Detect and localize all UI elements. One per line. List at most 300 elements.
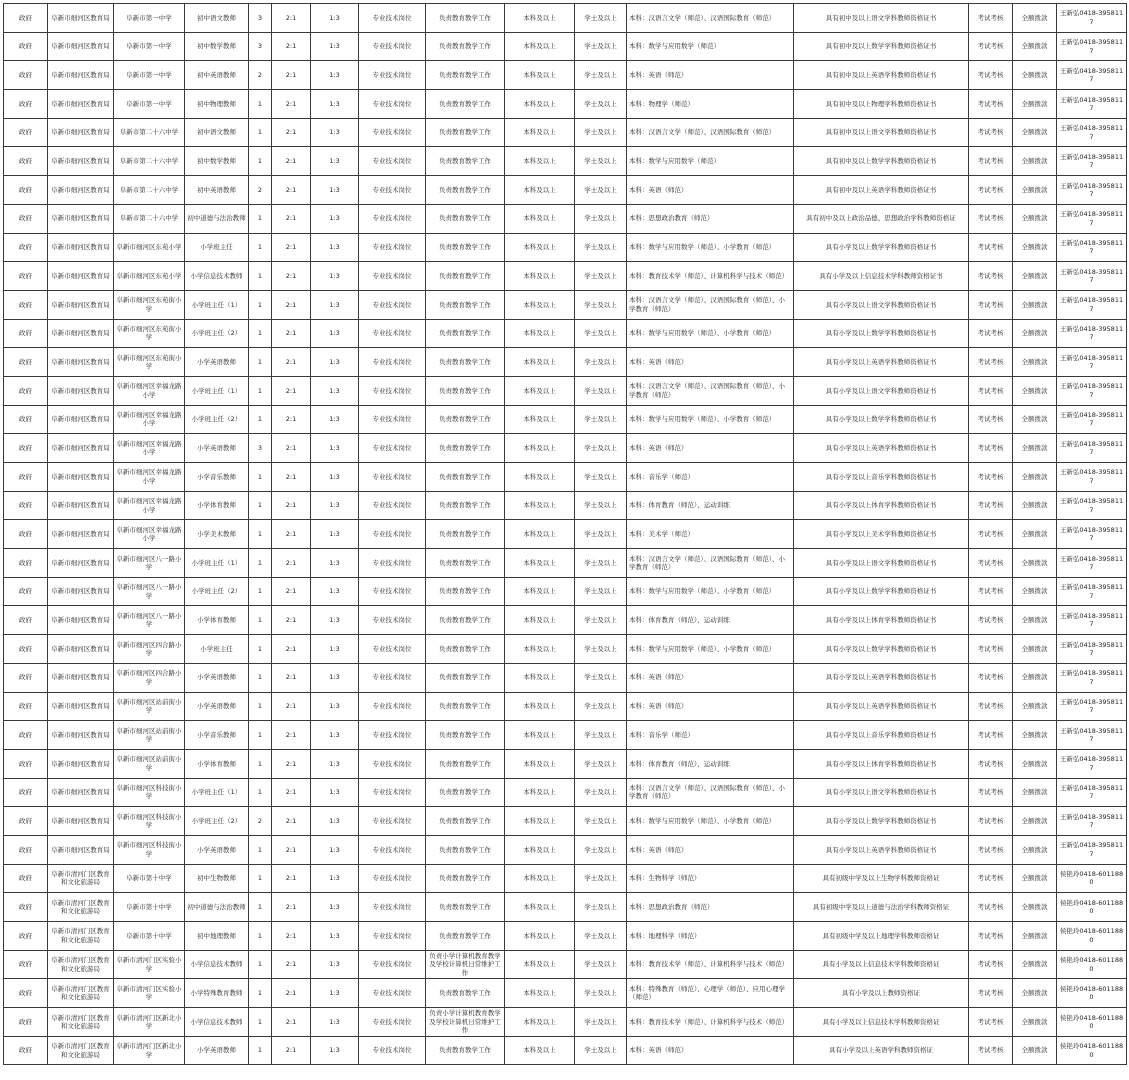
cell-assessment: 考试考核 [969, 778, 1013, 807]
cell-department: 阜新市清河门区教育和文化旅游局 [48, 979, 114, 1008]
cell-position: 小学体育教师 [185, 491, 249, 520]
cell-category: 政府 [4, 950, 48, 979]
cell-department: 阜新市细河区教育局 [48, 147, 114, 176]
cell-employer: 阜新市细河区站前街小学 [114, 721, 185, 750]
cell-major: 本科：数学与应用数学（师范）、小学教育（师范） [627, 233, 794, 262]
cell-exam-ratio: 1:3 [311, 405, 359, 434]
table-row [4, 233, 1127, 262]
cell-contact: 王新弘0418-3958117 [1057, 520, 1127, 549]
cell-requirements: 具有小学及以上英语学科教师资格证书 [794, 692, 969, 721]
table-row [4, 32, 1127, 61]
cell-category: 政府 [4, 721, 48, 750]
cell-requirements: 具有小学及以上语文学科教师资格证书 [794, 778, 969, 807]
cell-degree: 学士及以上 [575, 319, 627, 348]
cell-requirements: 具有小学及以上语文学科教师资格证书 [794, 376, 969, 405]
cell-funding: 全额拨款 [1013, 864, 1057, 893]
cell-contact: 王新弘0418-3958117 [1057, 606, 1127, 635]
cell-funding: 全额拨款 [1013, 749, 1057, 778]
cell-interview-ratio: 2:1 [272, 319, 311, 348]
cell-category: 政府 [4, 32, 48, 61]
cell-duties: 负责教育教学工作 [426, 979, 505, 1008]
cell-major: 本科：数学与应用数学（师范）、小学教育（师范） [627, 807, 794, 836]
cell-duties: 负责教育教学工作 [426, 147, 505, 176]
cell-degree: 学士及以上 [575, 606, 627, 635]
cell-assessment: 考试考核 [969, 405, 1013, 434]
cell-requirements: 具有小学及以上数学学科教师资格证书 [794, 319, 969, 348]
cell-assessment: 考试考核 [969, 577, 1013, 606]
cell-interview-ratio: 2:1 [272, 577, 311, 606]
cell-contact: 侯艳玲0418-6011880 [1057, 922, 1127, 951]
cell-major: 本科：体育教育（师范）、运动训练 [627, 749, 794, 778]
cell-department: 阜新市细河区教育局 [48, 577, 114, 606]
cell-department: 阜新市细河区教育局 [48, 635, 114, 664]
table-row [4, 835, 1127, 864]
cell-education: 本科及以上 [505, 90, 575, 119]
cell-contact: 王新弘0418-3958117 [1057, 577, 1127, 606]
cell-education: 本科及以上 [505, 118, 575, 147]
table-row [4, 61, 1127, 90]
cell-department: 阜新市清河门区教育和文化旅游局 [48, 922, 114, 951]
cell-post-type: 专业技术岗位 [359, 979, 426, 1008]
cell-contact: 王新弘0418-3958117 [1057, 663, 1127, 692]
cell-position: 小学班主任（2） [185, 577, 249, 606]
cell-employer: 阜新市第十中学 [114, 893, 185, 922]
cell-education: 本科及以上 [505, 204, 575, 233]
cell-requirements: 具有小学及以上音乐学科教师资格证书 [794, 721, 969, 750]
cell-education: 本科及以上 [505, 778, 575, 807]
cell-requirements: 具有初级中学及以上地理学科教师资格证 [794, 922, 969, 951]
cell-post-type: 专业技术岗位 [359, 1008, 426, 1037]
cell-contact: 王新弘0418-3958117 [1057, 348, 1127, 377]
cell-category: 政府 [4, 807, 48, 836]
cell-requirements: 具有小学及以上音乐学科教师资格证书 [794, 463, 969, 492]
cell-exam-ratio: 1:3 [311, 950, 359, 979]
cell-assessment: 考试考核 [969, 61, 1013, 90]
table-row [4, 606, 1127, 635]
cell-requirements: 具有小学及以上信息技术学科教师资格证 [794, 1008, 969, 1037]
cell-exam-ratio: 1:3 [311, 348, 359, 377]
cell-count: 1 [249, 405, 272, 434]
cell-degree: 学士及以上 [575, 922, 627, 951]
cell-assessment: 考试考核 [969, 635, 1013, 664]
cell-requirements: 具有小学及以上美术学科教师资格证书 [794, 520, 969, 549]
cell-count: 1 [249, 204, 272, 233]
cell-assessment: 考试考核 [969, 434, 1013, 463]
cell-degree: 学士及以上 [575, 1008, 627, 1037]
cell-assessment: 考试考核 [969, 922, 1013, 951]
cell-assessment: 考试考核 [969, 147, 1013, 176]
cell-category: 政府 [4, 405, 48, 434]
table-row [4, 749, 1127, 778]
cell-category: 政府 [4, 549, 48, 578]
cell-education: 本科及以上 [505, 577, 575, 606]
cell-post-type: 专业技术岗位 [359, 635, 426, 664]
cell-count: 1 [249, 864, 272, 893]
cell-major: 本科：英语（师范） [627, 176, 794, 205]
cell-post-type: 专业技术岗位 [359, 778, 426, 807]
cell-employer: 阜新市细河区东苑街小学 [114, 348, 185, 377]
cell-count: 3 [249, 4, 272, 33]
cell-category: 政府 [4, 692, 48, 721]
cell-interview-ratio: 2:1 [272, 893, 311, 922]
cell-category: 政府 [4, 864, 48, 893]
cell-degree: 学士及以上 [575, 1036, 627, 1065]
cell-major: 本科：数学与应用数学（师范） [627, 32, 794, 61]
cell-requirements: 具有小学及以上英语学科教师资格证 [794, 1036, 969, 1065]
cell-position: 小学体育教师 [185, 749, 249, 778]
cell-department: 阜新市细河区教育局 [48, 405, 114, 434]
cell-funding: 全额拨款 [1013, 520, 1057, 549]
cell-count: 1 [249, 663, 272, 692]
cell-post-type: 专业技术岗位 [359, 491, 426, 520]
cell-post-type: 专业技术岗位 [359, 262, 426, 291]
cell-duties: 负责教育教学工作 [426, 348, 505, 377]
cell-duties: 负责教育教学工作 [426, 90, 505, 119]
recruitment-table [3, 3, 1127, 1065]
cell-interview-ratio: 2:1 [272, 176, 311, 205]
cell-employer: 阜新市细河区站前街小学 [114, 749, 185, 778]
cell-assessment: 考试考核 [969, 32, 1013, 61]
cell-interview-ratio: 2:1 [272, 635, 311, 664]
cell-funding: 全额拨款 [1013, 204, 1057, 233]
cell-major: 本科：教育技术学（师范）、计算机科学与技术（师范） [627, 950, 794, 979]
cell-position: 小学英语教师 [185, 835, 249, 864]
cell-degree: 学士及以上 [575, 233, 627, 262]
cell-exam-ratio: 1:3 [311, 692, 359, 721]
cell-duties: 负责教育教学工作 [426, 1036, 505, 1065]
cell-degree: 学士及以上 [575, 577, 627, 606]
cell-education: 本科及以上 [505, 4, 575, 33]
cell-employer: 阜新市细河区幸福龙路小学 [114, 520, 185, 549]
cell-post-type: 专业技术岗位 [359, 376, 426, 405]
cell-funding: 全额拨款 [1013, 577, 1057, 606]
cell-count: 1 [249, 635, 272, 664]
cell-department: 阜新市细河区教育局 [48, 319, 114, 348]
cell-major: 本科：教育技术学（师范）、计算机科学与技术（师范） [627, 1008, 794, 1037]
cell-post-type: 专业技术岗位 [359, 606, 426, 635]
cell-position: 小学英语教师 [185, 692, 249, 721]
cell-post-type: 专业技术岗位 [359, 721, 426, 750]
cell-major: 本科：数学与应用数学（师范） [627, 147, 794, 176]
cell-degree: 学士及以上 [575, 262, 627, 291]
cell-major: 本科：教育技术学（师范）、计算机科学与技术（师范） [627, 262, 794, 291]
cell-exam-ratio: 1:3 [311, 1008, 359, 1037]
cell-category: 政府 [4, 204, 48, 233]
cell-duties: 负责教育教学工作 [426, 635, 505, 664]
cell-employer: 阜新市清河门区实验小学 [114, 979, 185, 1008]
table-row [4, 1036, 1127, 1065]
cell-duties: 负责教育教学工作 [426, 692, 505, 721]
cell-exam-ratio: 1:3 [311, 635, 359, 664]
cell-requirements: 具有小学及以上英语学科教师资格证书 [794, 835, 969, 864]
cell-employer: 阜新市第十中学 [114, 922, 185, 951]
cell-assessment: 考试考核 [969, 233, 1013, 262]
cell-funding: 全额拨款 [1013, 950, 1057, 979]
cell-position: 初中英语教师 [185, 176, 249, 205]
cell-assessment: 考试考核 [969, 262, 1013, 291]
table-body [4, 4, 1127, 1065]
cell-education: 本科及以上 [505, 376, 575, 405]
cell-major: 本科：音乐学（师范） [627, 721, 794, 750]
cell-post-type: 专业技术岗位 [359, 663, 426, 692]
cell-duties: 负责教育教学工作 [426, 835, 505, 864]
cell-degree: 学士及以上 [575, 463, 627, 492]
cell-contact: 侯艳玲0418-6011880 [1057, 1008, 1127, 1037]
cell-degree: 学士及以上 [575, 204, 627, 233]
cell-employer: 阜新市细河区站前街小学 [114, 692, 185, 721]
cell-duties: 负责教育教学工作 [426, 864, 505, 893]
cell-major: 本科：汉语言文学（师范）、汉语国际教育（师范）、小学教育（师范） [627, 778, 794, 807]
cell-funding: 全额拨款 [1013, 147, 1057, 176]
cell-employer: 阜新市细河区科技街小学 [114, 778, 185, 807]
cell-department: 阜新市细河区教育局 [48, 176, 114, 205]
cell-assessment: 考试考核 [969, 290, 1013, 319]
cell-exam-ratio: 1:3 [311, 290, 359, 319]
cell-position: 小学英语教师 [185, 348, 249, 377]
table-row [4, 692, 1127, 721]
cell-assessment: 考试考核 [969, 319, 1013, 348]
cell-education: 本科及以上 [505, 434, 575, 463]
cell-category: 政府 [4, 749, 48, 778]
cell-education: 本科及以上 [505, 1008, 575, 1037]
cell-education: 本科及以上 [505, 348, 575, 377]
cell-interview-ratio: 2:1 [272, 1008, 311, 1037]
cell-contact: 王新弘0418-3958117 [1057, 204, 1127, 233]
cell-count: 1 [249, 835, 272, 864]
cell-education: 本科及以上 [505, 176, 575, 205]
cell-employer: 阜新市细河区幸福龙路小学 [114, 463, 185, 492]
cell-education: 本科及以上 [505, 692, 575, 721]
cell-category: 政府 [4, 61, 48, 90]
cell-requirements: 具有小学及以上数学学科教师资格证书 [794, 233, 969, 262]
cell-education: 本科及以上 [505, 319, 575, 348]
cell-interview-ratio: 2:1 [272, 1036, 311, 1065]
cell-interview-ratio: 2:1 [272, 520, 311, 549]
table-row [4, 549, 1127, 578]
cell-count: 1 [249, 147, 272, 176]
cell-employer: 阜新市第二十六中学 [114, 118, 185, 147]
cell-position: 初中数学教师 [185, 32, 249, 61]
cell-funding: 全额拨款 [1013, 233, 1057, 262]
cell-exam-ratio: 1:3 [311, 663, 359, 692]
cell-count: 1 [249, 463, 272, 492]
cell-degree: 学士及以上 [575, 692, 627, 721]
cell-contact: 王新弘0418-3958117 [1057, 491, 1127, 520]
cell-category: 政府 [4, 319, 48, 348]
cell-interview-ratio: 2:1 [272, 262, 311, 291]
cell-position: 初中道德与法治教师 [185, 204, 249, 233]
cell-post-type: 专业技术岗位 [359, 749, 426, 778]
cell-interview-ratio: 2:1 [272, 376, 311, 405]
cell-requirements: 具有小学及以上英语学科教师资格证书 [794, 663, 969, 692]
cell-funding: 全额拨款 [1013, 463, 1057, 492]
cell-count: 1 [249, 749, 272, 778]
cell-assessment: 考试考核 [969, 835, 1013, 864]
cell-duties: 负责教育教学工作 [426, 778, 505, 807]
cell-contact: 王新弘0418-3958117 [1057, 233, 1127, 262]
cell-assessment: 考试考核 [969, 90, 1013, 119]
cell-education: 本科及以上 [505, 979, 575, 1008]
cell-assessment: 考试考核 [969, 749, 1013, 778]
cell-employer: 阜新市细河区科技街小学 [114, 807, 185, 836]
table-row [4, 176, 1127, 205]
cell-department: 阜新市细河区教育局 [48, 663, 114, 692]
cell-department: 阜新市细河区教育局 [48, 606, 114, 635]
cell-funding: 全额拨款 [1013, 1036, 1057, 1065]
cell-post-type: 专业技术岗位 [359, 807, 426, 836]
cell-requirements: 具有小学及以上数学学科教师资格证书 [794, 405, 969, 434]
cell-employer: 阜新市细河区科技街小学 [114, 835, 185, 864]
cell-count: 1 [249, 721, 272, 750]
cell-duties: 负责教育教学工作 [426, 376, 505, 405]
cell-department: 阜新市细河区教育局 [48, 692, 114, 721]
cell-duties: 负责教育教学工作 [426, 262, 505, 291]
cell-major: 本科：英语（师范） [627, 348, 794, 377]
cell-assessment: 考试考核 [969, 893, 1013, 922]
cell-exam-ratio: 1:3 [311, 491, 359, 520]
cell-exam-ratio: 1:3 [311, 118, 359, 147]
cell-interview-ratio: 2:1 [272, 4, 311, 33]
cell-position: 小学班主任（1） [185, 376, 249, 405]
cell-employer: 阜新市细河区八一路小学 [114, 549, 185, 578]
cell-exam-ratio: 1:3 [311, 32, 359, 61]
cell-requirements: 具有初级中学及以上道德与法治学科教师资格证 [794, 893, 969, 922]
cell-education: 本科及以上 [505, 721, 575, 750]
cell-funding: 全额拨款 [1013, 405, 1057, 434]
cell-education: 本科及以上 [505, 922, 575, 951]
cell-department: 阜新市细河区教育局 [48, 721, 114, 750]
cell-exam-ratio: 1:3 [311, 1036, 359, 1065]
cell-assessment: 考试考核 [969, 520, 1013, 549]
cell-employer: 阜新市细河区幸福龙路小学 [114, 434, 185, 463]
cell-interview-ratio: 2:1 [272, 90, 311, 119]
cell-contact: 王新弘0418-3958117 [1057, 463, 1127, 492]
cell-degree: 学士及以上 [575, 979, 627, 1008]
table-row [4, 491, 1127, 520]
cell-contact: 王新弘0418-3958117 [1057, 549, 1127, 578]
cell-position: 小学班主任（2） [185, 319, 249, 348]
cell-employer: 阜新市细河区四合路小学 [114, 635, 185, 664]
cell-funding: 全额拨款 [1013, 61, 1057, 90]
cell-count: 2 [249, 807, 272, 836]
cell-funding: 全额拨款 [1013, 721, 1057, 750]
cell-major: 本科：体育教育（师范）、运动训练 [627, 606, 794, 635]
cell-post-type: 专业技术岗位 [359, 233, 426, 262]
cell-requirements: 具有初中及以上英语学科教师资格证书 [794, 61, 969, 90]
cell-interview-ratio: 2:1 [272, 491, 311, 520]
cell-category: 政府 [4, 893, 48, 922]
cell-post-type: 专业技术岗位 [359, 204, 426, 233]
cell-count: 1 [249, 922, 272, 951]
cell-category: 政府 [4, 778, 48, 807]
cell-education: 本科及以上 [505, 463, 575, 492]
cell-count: 1 [249, 520, 272, 549]
cell-department: 阜新市细河区教育局 [48, 463, 114, 492]
cell-major: 本科：英语（师范） [627, 835, 794, 864]
cell-post-type: 专业技术岗位 [359, 922, 426, 951]
table-row [4, 922, 1127, 951]
cell-requirements: 具有小学及以上数学学科教师资格证书 [794, 635, 969, 664]
cell-assessment: 考试考核 [969, 606, 1013, 635]
cell-employer: 阜新市第二十六中学 [114, 176, 185, 205]
cell-funding: 全额拨款 [1013, 434, 1057, 463]
cell-interview-ratio: 2:1 [272, 147, 311, 176]
cell-position: 初中生物教师 [185, 864, 249, 893]
cell-category: 政府 [4, 90, 48, 119]
cell-contact: 王新弘0418-3958117 [1057, 147, 1127, 176]
cell-interview-ratio: 2:1 [272, 807, 311, 836]
cell-duties: 负责教育教学工作 [426, 721, 505, 750]
cell-department: 阜新市细河区教育局 [48, 520, 114, 549]
cell-requirements: 具有小学及以上语文学科教师资格证书 [794, 290, 969, 319]
cell-education: 本科及以上 [505, 32, 575, 61]
cell-requirements: 具有初中及以上数学学科教师资格证书 [794, 32, 969, 61]
cell-contact: 王新弘0418-3958117 [1057, 778, 1127, 807]
cell-department: 阜新市细河区教育局 [48, 348, 114, 377]
cell-interview-ratio: 2:1 [272, 950, 311, 979]
cell-education: 本科及以上 [505, 290, 575, 319]
cell-post-type: 专业技术岗位 [359, 90, 426, 119]
cell-funding: 全额拨款 [1013, 1008, 1057, 1037]
cell-major: 本科：体育教育（师范）、运动训练 [627, 491, 794, 520]
cell-department: 阜新市细河区教育局 [48, 749, 114, 778]
cell-major: 本科：汉语言文学（师范）、汉语国际教育（师范）、小学教育（师范） [627, 376, 794, 405]
cell-position: 小学英语教师 [185, 663, 249, 692]
cell-degree: 学士及以上 [575, 864, 627, 893]
cell-interview-ratio: 2:1 [272, 348, 311, 377]
cell-post-type: 专业技术岗位 [359, 463, 426, 492]
cell-degree: 学士及以上 [575, 721, 627, 750]
cell-department: 阜新市细河区教育局 [48, 376, 114, 405]
cell-category: 政府 [4, 491, 48, 520]
cell-assessment: 考试考核 [969, 463, 1013, 492]
cell-category: 政府 [4, 376, 48, 405]
cell-requirements: 具有小学及以上英语学科教师资格证书 [794, 348, 969, 377]
cell-education: 本科及以上 [505, 520, 575, 549]
cell-requirements: 具有初中及以上英语学科教师资格证书 [794, 176, 969, 205]
cell-position: 小学班主任（1） [185, 549, 249, 578]
table-row [4, 663, 1127, 692]
cell-assessment: 考试考核 [969, 376, 1013, 405]
cell-employer: 阜新市细河区八一路小学 [114, 606, 185, 635]
cell-exam-ratio: 1:3 [311, 233, 359, 262]
cell-department: 阜新市细河区教育局 [48, 778, 114, 807]
cell-funding: 全额拨款 [1013, 4, 1057, 33]
cell-requirements: 具有小学及以上语文学科教师资格证书 [794, 549, 969, 578]
cell-position: 小学英语教师 [185, 1036, 249, 1065]
cell-major: 本科：音乐学（师范） [627, 463, 794, 492]
cell-employer: 阜新市第一中学 [114, 4, 185, 33]
table-row [4, 147, 1127, 176]
cell-contact: 王新弘0418-3958117 [1057, 319, 1127, 348]
cell-count: 1 [249, 692, 272, 721]
cell-degree: 学士及以上 [575, 118, 627, 147]
cell-interview-ratio: 2:1 [272, 979, 311, 1008]
cell-category: 政府 [4, 262, 48, 291]
cell-department: 阜新市清河门区教育和文化旅游局 [48, 864, 114, 893]
cell-requirements: 具有初中及以上物理学科教师资格证书 [794, 90, 969, 119]
cell-count: 1 [249, 118, 272, 147]
cell-duties: 负责教育教学工作 [426, 4, 505, 33]
cell-education: 本科及以上 [505, 147, 575, 176]
table-row [4, 778, 1127, 807]
cell-major: 本科：思想政治教育（师范） [627, 204, 794, 233]
cell-degree: 学士及以上 [575, 835, 627, 864]
cell-post-type: 专业技术岗位 [359, 348, 426, 377]
cell-degree: 学士及以上 [575, 90, 627, 119]
cell-contact: 王新弘0418-3958117 [1057, 749, 1127, 778]
cell-interview-ratio: 2:1 [272, 290, 311, 319]
